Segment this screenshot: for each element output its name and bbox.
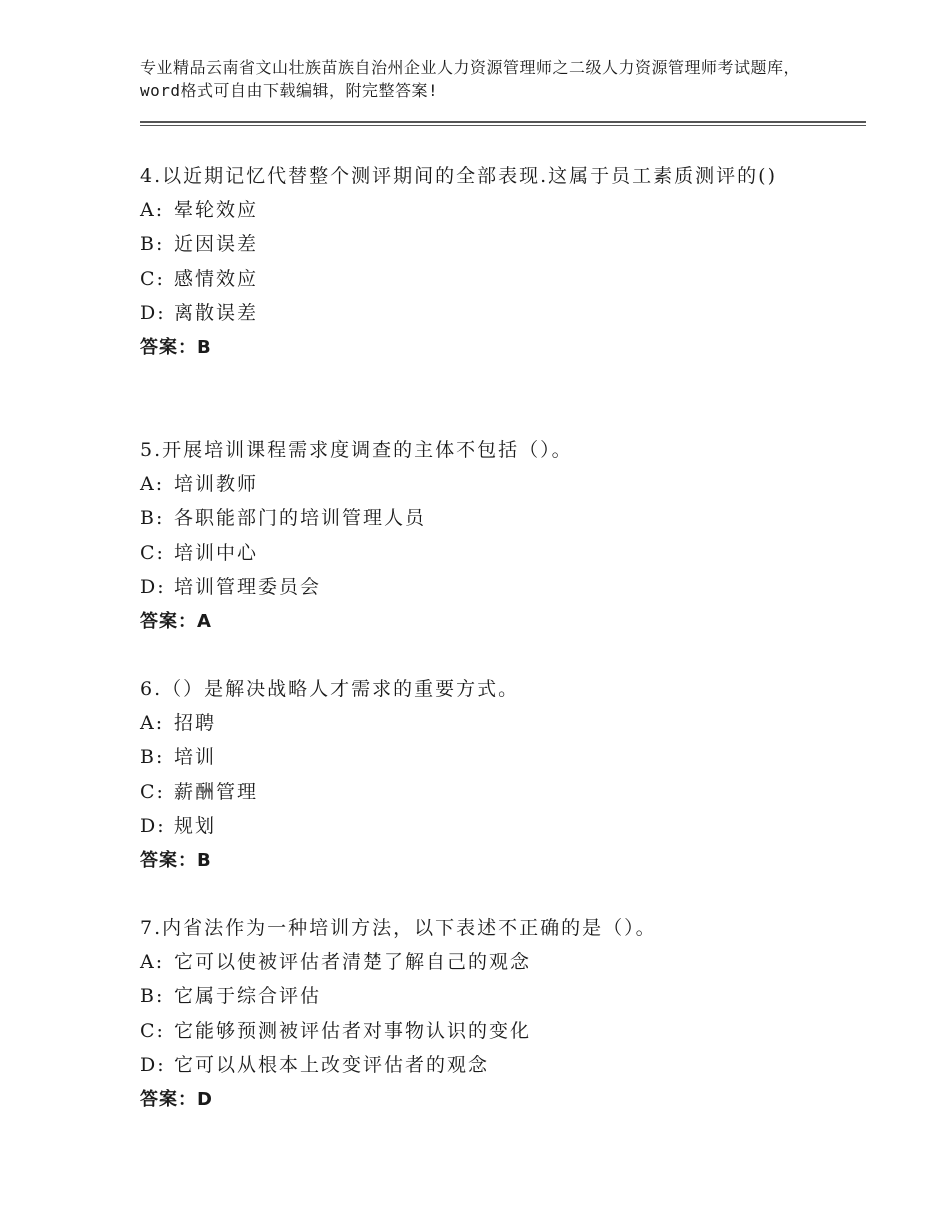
option-a (140, 193, 840, 227)
answer-label: 答案： (140, 849, 197, 871)
header-divider (140, 121, 866, 123)
option-key: B: (140, 507, 165, 530)
document-title: 专业精品云南省文山壮族苗族自治州企业人力资源管理师之二级人力资源管理师考试题库，word格式可自由下载编辑，附完整答案! (140, 58, 801, 100)
option-key: D: (140, 1054, 166, 1077)
option-a (140, 945, 840, 979)
option-text: 培训教师 (174, 473, 259, 495)
option-key: B: (140, 233, 165, 256)
option-key: A: (140, 951, 165, 973)
answer-value: D (197, 1088, 213, 1110)
option-key: A: (140, 473, 165, 495)
option-text: 它可以从根本上改变评估者的观念 (174, 1054, 490, 1077)
option-d (140, 809, 840, 843)
answer-line (140, 331, 840, 365)
answer-line (140, 1083, 840, 1117)
option-text: 晕轮效应 (174, 199, 259, 221)
option-text: 薪酬管理 (174, 780, 259, 803)
option-key: A: (140, 199, 165, 221)
answer-label: 答案： (140, 1088, 197, 1110)
header-divider-thin (140, 125, 866, 126)
option-text: 离散误差 (174, 302, 259, 325)
option-key: B: (140, 985, 165, 1008)
option-d (140, 296, 840, 330)
option-b (140, 740, 840, 774)
document-header (140, 56, 830, 102)
question-text: 4.以近期记忆代替整个测评期间的全部表现.这属于员工素质测评的() (140, 165, 777, 187)
option-key: D: (140, 815, 166, 838)
option-b (140, 501, 840, 535)
option-b (140, 227, 840, 261)
option-d (140, 570, 840, 604)
answer-line (140, 844, 840, 878)
option-text: 培训管理委员会 (174, 576, 322, 599)
answer-value: B (197, 336, 212, 358)
option-text: 感情效应 (174, 267, 259, 290)
question-text: 7.内省法作为一种培训方法，以下表述不正确的是（）。 (140, 917, 657, 939)
answer-line (140, 605, 840, 639)
option-c (140, 775, 840, 809)
option-text: 它可以使被评估者清楚了解自己的观念 (174, 951, 532, 973)
option-key: C: (140, 541, 165, 564)
option-key: D: (140, 576, 166, 599)
answer-label: 答案： (140, 610, 197, 632)
option-a (140, 706, 840, 740)
question-block (140, 434, 840, 639)
question-text: 6.（）是解决战略人才需求的重要方式。 (140, 678, 520, 700)
option-key: A: (140, 712, 165, 734)
answer-value: B (197, 849, 212, 871)
question-block (140, 160, 840, 365)
option-c (140, 1014, 840, 1048)
option-key: C: (140, 1019, 165, 1042)
option-key: C: (140, 267, 165, 290)
option-b (140, 979, 840, 1013)
option-text: 各职能部门的培训管理人员 (174, 507, 427, 530)
option-text: 培训 (174, 746, 217, 769)
option-d (140, 1048, 840, 1082)
option-text: 招聘 (174, 712, 217, 734)
question-block (140, 912, 840, 1117)
question-block (140, 673, 840, 878)
option-c (140, 262, 840, 296)
answer-value: A (197, 610, 212, 632)
option-text: 培训中心 (174, 541, 259, 564)
option-key: B: (140, 746, 165, 769)
question-text: 5.开展培训课程需求度调查的主体不包括（）。 (140, 439, 573, 461)
option-c (140, 536, 840, 570)
option-text: 近因误差 (174, 233, 259, 256)
answer-label: 答案： (140, 336, 197, 358)
option-text: 它能够预测被评估者对事物认识的变化 (174, 1019, 532, 1042)
option-text: 规划 (174, 815, 217, 838)
option-a (140, 467, 840, 501)
option-key: C: (140, 780, 165, 803)
option-key: D: (140, 302, 166, 325)
option-text: 它属于综合评估 (174, 985, 322, 1008)
